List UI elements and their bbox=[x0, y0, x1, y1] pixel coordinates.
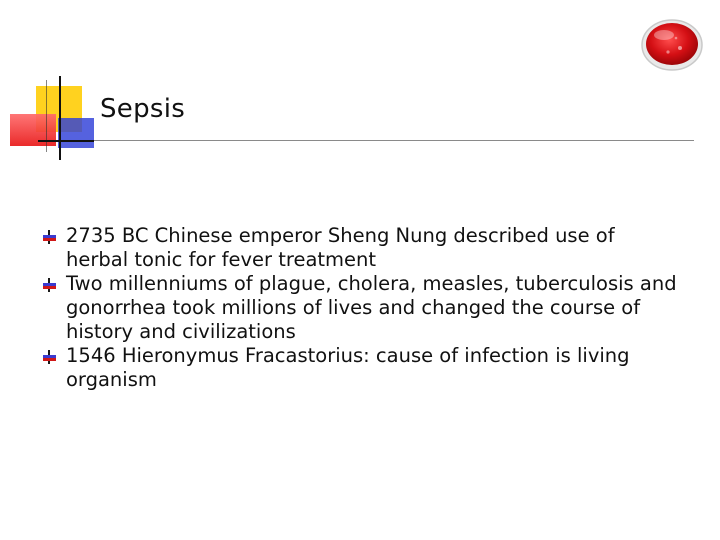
bullet-icon bbox=[42, 227, 58, 243]
bullet-item bbox=[42, 224, 682, 272]
bullet-icon bbox=[42, 275, 58, 291]
bullet-text: 1546 Hieronymus Fracastorius: cause of infection is living organism bbox=[66, 344, 630, 391]
bullet-text: Two millenniums of plague, cholera, measles, tuberculosis and gonorrhea took millions of lives and changed the course of history and civilizations bbox=[66, 272, 677, 343]
petri-dish-icon bbox=[640, 14, 704, 72]
slide-title: Sepsis bbox=[100, 94, 186, 124]
bullet-text: 2735 BC Chinese emperor Sheng Nung described use of herbal tonic for fever treatment bbox=[66, 224, 615, 271]
bullet-item bbox=[42, 272, 682, 344]
title-decoration-vertical-line bbox=[59, 76, 61, 160]
title-underline-accent bbox=[38, 140, 94, 142]
title-underline bbox=[38, 140, 694, 141]
bullet-list bbox=[42, 224, 682, 392]
title-decoration-blue-square bbox=[58, 118, 94, 148]
bullet-item bbox=[42, 344, 682, 392]
bullet-icon bbox=[42, 347, 58, 363]
